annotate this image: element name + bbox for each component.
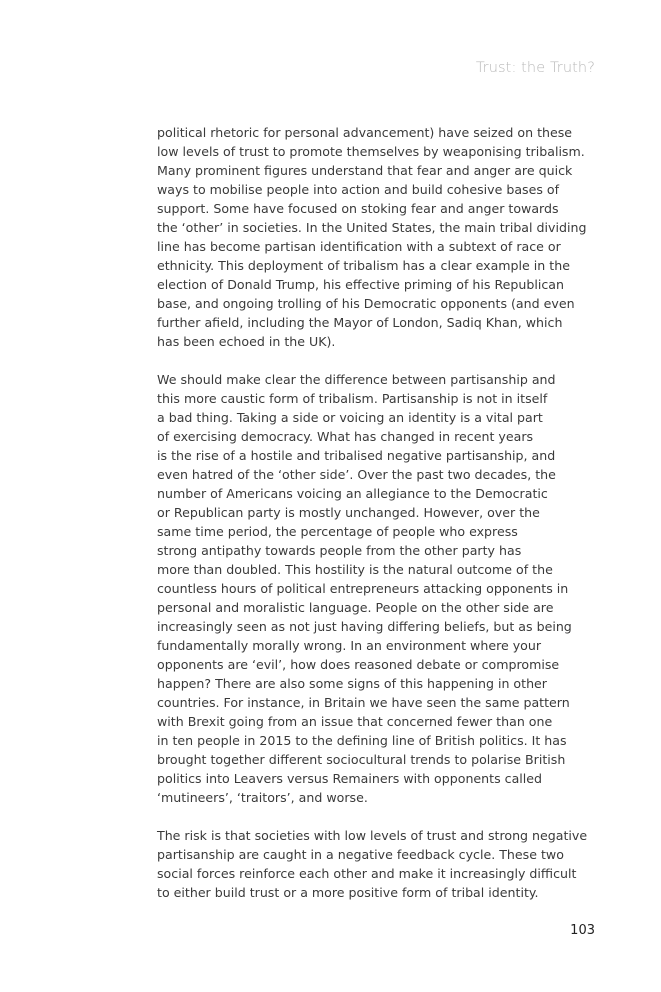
text-line: fundamentally morally wrong. In an environment where your bbox=[157, 638, 542, 653]
text-line: The risk is that societies with low levels of trust and strong negative bbox=[157, 828, 588, 843]
text-line: further afield, including the Mayor of London, Sadiq Khan, which bbox=[157, 315, 563, 330]
text-line: this more caustic form of tribalism. Partisanship is not in itself bbox=[157, 391, 548, 406]
paragraph-1 bbox=[157, 123, 607, 351]
text-line: We should make clear the difference between partisanship and bbox=[157, 372, 556, 387]
text-line: countless hours of political entrepreneurs attacking opponents in bbox=[157, 581, 569, 596]
text-line: is the rise of a hostile and tribalised negative partisanship, and bbox=[157, 448, 556, 463]
text-line: to either build trust or a more positive form of tribal identity. bbox=[157, 885, 539, 900]
text-line: increasingly seen as not just having differing beliefs, but as being bbox=[157, 619, 572, 634]
text-line: social forces reinforce each other and make it increasingly difficult bbox=[157, 866, 577, 881]
text-line: opponents are ‘evil’, how does reasoned debate or compromise bbox=[157, 657, 560, 672]
body-text bbox=[157, 123, 607, 902]
text-line: base, and ongoing trolling of his Democratic opponents (and even bbox=[157, 296, 575, 311]
text-line: Many prominent figures understand that fear and anger are quick bbox=[157, 163, 573, 178]
text-line: low levels of trust to promote themselves by weaponising tribalism. bbox=[157, 144, 585, 159]
paragraph-2 bbox=[157, 370, 607, 807]
text-line: election of Donald Trump, his effective priming of his Republican bbox=[157, 277, 564, 292]
text-line: politics into Leavers versus Remainers with opponents called bbox=[157, 771, 543, 786]
text-line: of exercising democracy. What has changed in recent years bbox=[157, 429, 534, 444]
text-line: a bad thing. Taking a side or voicing an identity is a vital part bbox=[157, 410, 543, 425]
text-line: same time period, the percentage of people who express bbox=[157, 524, 518, 539]
text-line: the ‘other’ in societies. In the United States, the main tribal dividing bbox=[157, 220, 587, 235]
text-line: countries. For instance, in Britain we have seen the same pattern bbox=[157, 695, 570, 710]
text-line: partisanship are caught in a negative feedback cycle. These two bbox=[157, 847, 564, 862]
text-line: personal and moralistic language. People on the other side are bbox=[157, 600, 554, 615]
text-line: ways to mobilise people into action and build cohesive bases of bbox=[157, 182, 560, 197]
running-header: Trust: the Truth? bbox=[475, 60, 595, 76]
text-line: strong antipathy towards people from the other party has bbox=[157, 543, 522, 558]
text-line: in ten people in 2015 to the defining line of British politics. It has bbox=[157, 733, 567, 748]
text-line: line has become partisan identification with a subtext of race or bbox=[157, 239, 561, 254]
paragraph-3 bbox=[157, 826, 607, 902]
text-line: number of Americans voicing an allegiance to the Democratic bbox=[157, 486, 548, 501]
text-line: brought together different sociocultural trends to polarise British bbox=[157, 752, 566, 767]
text-line: ethnicity. This deployment of tribalism has a clear example in the bbox=[157, 258, 570, 273]
text-line: even hatred of the ‘other side’. Over the past two decades, the bbox=[157, 467, 556, 482]
text-line: has been echoed in the UK). bbox=[157, 334, 336, 349]
text-line: happen? There are also some signs of this happening in other bbox=[157, 676, 547, 691]
page-number: 103 bbox=[570, 923, 595, 938]
text-line: support. Some have focused on stoking fear and anger towards bbox=[157, 201, 559, 216]
text-line: ‘mutineers’, ‘traitors’, and worse. bbox=[157, 790, 368, 805]
text-line: or Republican party is mostly unchanged. However, over the bbox=[157, 505, 540, 520]
text-line: more than doubled. This hostility is the natural outcome of the bbox=[157, 562, 553, 577]
text-line: political rhetoric for personal advancement) have seized on these bbox=[157, 125, 573, 140]
text-line: with Brexit going from an issue that concerned fewer than one bbox=[157, 714, 553, 729]
